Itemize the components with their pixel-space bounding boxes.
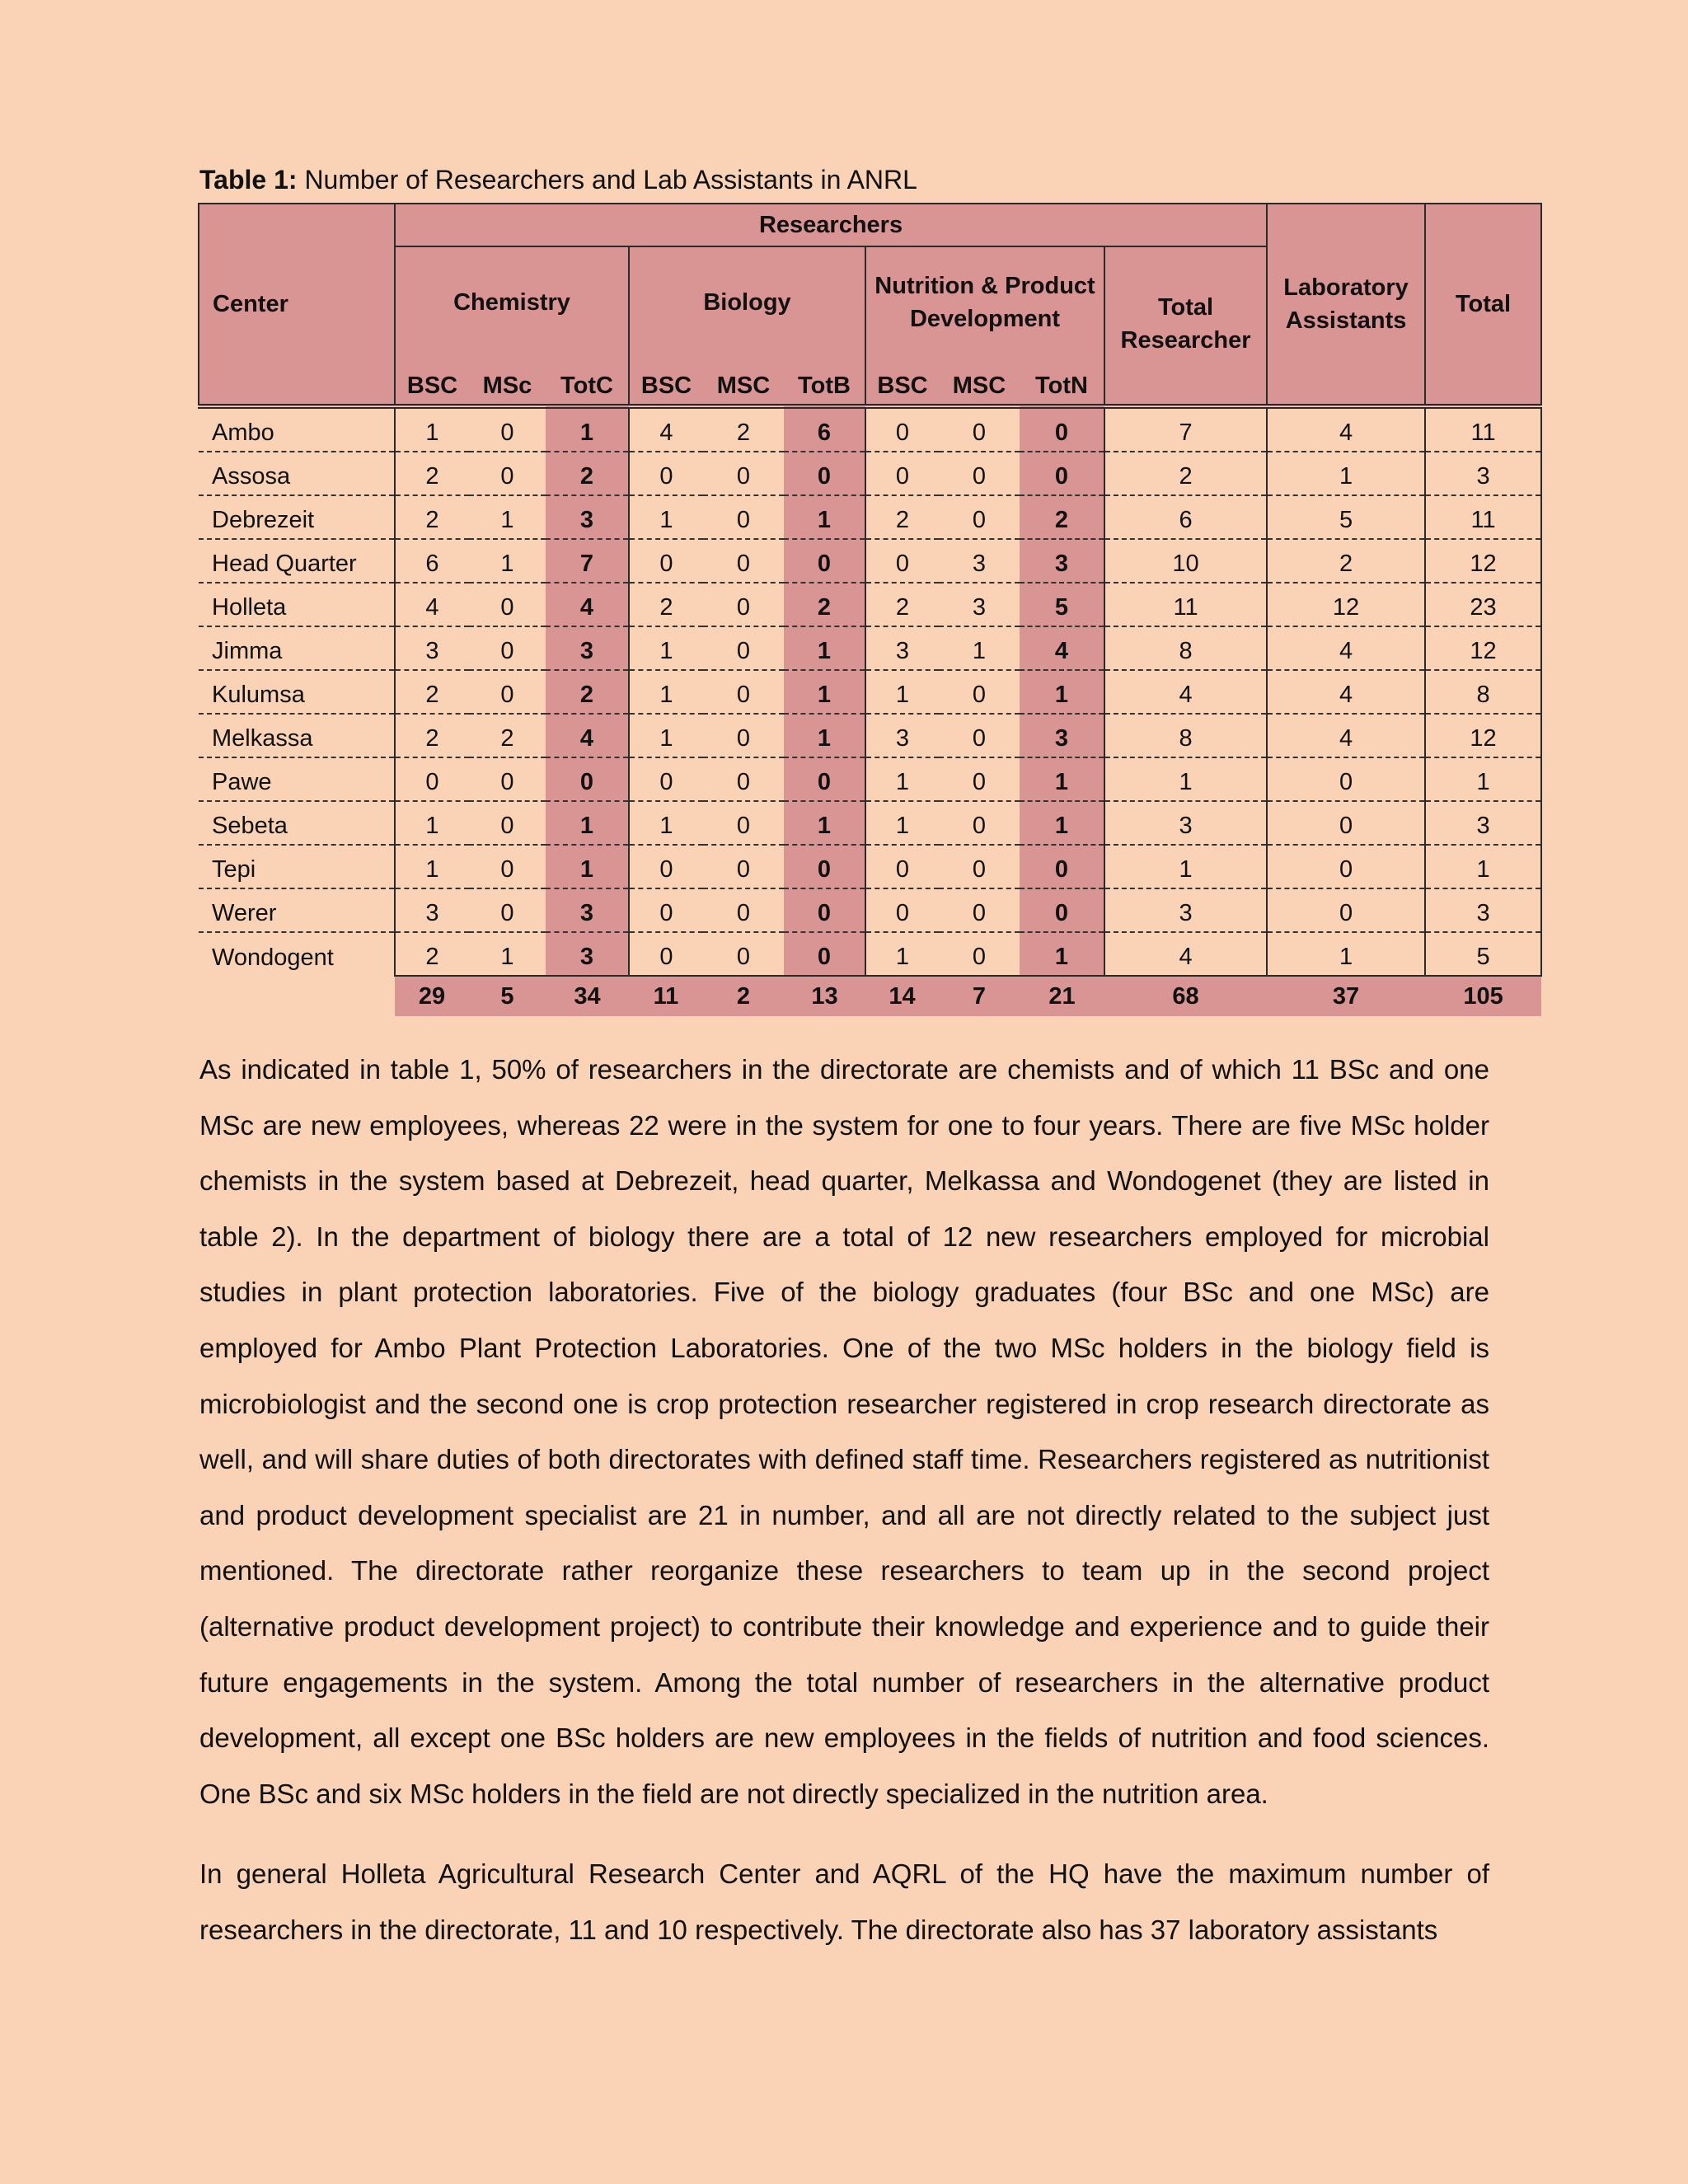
value-cell: 1: [1020, 801, 1104, 845]
header-lab-assistants: Laboratory Assistants: [1267, 204, 1425, 406]
value-cell: 0: [546, 757, 629, 801]
value-cell: 1: [395, 801, 469, 845]
value-cell: 0: [469, 626, 546, 670]
value-cell: 0: [1267, 845, 1425, 888]
value-cell: 0: [703, 714, 784, 757]
subheader-nut-msc: MSC: [939, 358, 1020, 406]
value-cell: 4: [1267, 406, 1425, 452]
value-cell: 2: [395, 495, 469, 539]
value-cell: 3: [1104, 801, 1267, 845]
subheader-nut-tot: TotN: [1020, 358, 1104, 406]
value-cell: 3: [1425, 452, 1541, 495]
value-cell: 2: [865, 583, 939, 626]
total-cell: 68: [1104, 976, 1267, 1016]
value-cell: 12: [1425, 626, 1541, 670]
value-cell: 0: [939, 495, 1020, 539]
value-cell: 1: [1104, 757, 1267, 801]
value-cell: 0: [1020, 845, 1104, 888]
value-cell: 1: [629, 801, 703, 845]
subheader-chem-msc: MSc: [469, 358, 546, 406]
center-name-cell: Wondogent: [212, 944, 334, 971]
value-cell: 0: [1020, 406, 1104, 452]
value-cell: 2: [395, 452, 469, 495]
value-cell: 0: [469, 452, 546, 495]
total-cell: 29: [395, 976, 469, 1016]
value-cell: 1: [546, 406, 629, 452]
center-name-cell: Head Quarter: [199, 539, 395, 583]
table-row: [199, 406, 1541, 452]
subheader-chem-tot: TotC: [546, 358, 629, 406]
value-cell: 4: [629, 406, 703, 452]
value-cell: 1: [1020, 757, 1104, 801]
value-cell: 0: [629, 932, 703, 976]
value-cell: 6: [395, 539, 469, 583]
value-cell: 8: [1425, 670, 1541, 714]
value-cell: 3: [1020, 714, 1104, 757]
value-cell: 3: [395, 626, 469, 670]
value-cell: 0: [395, 757, 469, 801]
table-row: [199, 801, 1541, 845]
value-cell: 2: [395, 714, 469, 757]
value-cell: 3: [1425, 801, 1541, 845]
table-row: [199, 757, 1541, 801]
value-cell: 3: [865, 626, 939, 670]
header-researchers: Researchers: [395, 204, 1267, 246]
value-cell: 0: [784, 845, 865, 888]
center-name-cell: Melkassa: [199, 714, 395, 757]
value-cell: 3: [865, 714, 939, 757]
table-caption-label: Table 1:: [199, 165, 298, 194]
value-cell: 2: [784, 583, 865, 626]
value-cell: 0: [939, 714, 1020, 757]
table-row: [199, 452, 1541, 495]
value-cell: 0: [939, 888, 1020, 932]
value-cell: 1: [546, 845, 629, 888]
value-cell: 0: [469, 406, 546, 452]
value-cell: 4: [1267, 670, 1425, 714]
value-cell: 1: [865, 932, 939, 976]
value-cell: 3: [939, 583, 1020, 626]
value-cell: 3: [546, 495, 629, 539]
value-cell: 2: [1104, 452, 1267, 495]
value-cell: 4: [395, 583, 469, 626]
value-cell: 8: [1104, 714, 1267, 757]
value-cell: 0: [784, 757, 865, 801]
value-cell: 11: [1104, 583, 1267, 626]
value-cell: 1: [395, 406, 469, 452]
total-cell: 13: [784, 976, 865, 1016]
value-cell: 0: [1267, 757, 1425, 801]
value-cell: 6: [784, 406, 865, 452]
header-biology: Biology: [629, 246, 865, 358]
value-cell: 1: [395, 845, 469, 888]
value-cell: 0: [629, 888, 703, 932]
value-cell: 10: [1104, 539, 1267, 583]
value-cell: 1: [784, 801, 865, 845]
total-cell: 37: [1267, 976, 1425, 1016]
value-cell: 7: [546, 539, 629, 583]
table-row: [199, 626, 1541, 670]
value-cell: 1: [629, 670, 703, 714]
header-total: Total: [1425, 204, 1541, 406]
center-name-cell: Jimma: [199, 626, 395, 670]
table-row: [199, 670, 1541, 714]
value-cell: 0: [939, 670, 1020, 714]
value-cell: 1: [1267, 932, 1425, 976]
value-cell: 0: [784, 539, 865, 583]
table-row: [199, 845, 1541, 888]
value-cell: 4: [1104, 670, 1267, 714]
value-cell: 0: [1020, 888, 1104, 932]
table-caption-text: Number of Researchers and Lab Assistants in ANRL: [297, 165, 917, 194]
totals-blank-cell: [199, 976, 395, 1016]
value-cell: 3: [546, 626, 629, 670]
subheader-nut-bsc: BSC: [865, 358, 939, 406]
value-cell: 4: [1104, 932, 1267, 976]
total-cell: 11: [629, 976, 703, 1016]
value-cell: 4: [546, 583, 629, 626]
value-cell: 1: [1020, 670, 1104, 714]
value-cell: 2: [629, 583, 703, 626]
table-row: [199, 714, 1541, 757]
value-cell: 2: [395, 670, 469, 714]
value-cell: 0: [784, 452, 865, 495]
center-name-cell: Assosa: [199, 452, 395, 495]
value-cell: 0: [469, 888, 546, 932]
value-cell: 0: [939, 801, 1020, 845]
center-name-cell: Pawe: [199, 757, 395, 801]
center-name-cell: Debrezeit: [199, 495, 395, 539]
value-cell: 0: [703, 583, 784, 626]
value-cell: 0: [865, 539, 939, 583]
value-cell: 0: [939, 932, 1020, 976]
header-total-researcher: Total Researcher: [1104, 246, 1267, 406]
table-caption: [199, 163, 917, 196]
value-cell: 0: [703, 452, 784, 495]
table-row: [199, 583, 1541, 626]
value-cell: 2: [469, 714, 546, 757]
value-cell: 0: [865, 845, 939, 888]
value-cell: 3: [546, 888, 629, 932]
value-cell: 0: [629, 452, 703, 495]
value-cell: 11: [1425, 406, 1541, 452]
value-cell: 3: [1425, 888, 1541, 932]
value-cell: 0: [469, 670, 546, 714]
value-cell: 0: [703, 845, 784, 888]
value-cell: 2: [546, 670, 629, 714]
value-cell: 0: [703, 670, 784, 714]
total-cell: 7: [939, 976, 1020, 1016]
center-name-cell: Holleta: [199, 583, 395, 626]
value-cell: 3: [1020, 539, 1104, 583]
value-cell: 0: [865, 452, 939, 495]
paragraph-1: As indicated in table 1, 50% of researchers in the directorate are chemists and of which 11 BSc and one MSc are new employees, whereas 22 were in the system for one to four years. There are five MSc holder chemists in the system based at Debrezeit, head quarter, Melkassa and Wondogenet (they are listed in table 2). In the department of biology there are a total of 12 new researchers employed for microbial studies in plant protection laboratories. Five of the biology graduates (four BSc and one MSc) are employed for Ambo Plant Protection Laboratories. One of the two MSc holders in the biology field is microbiologist and the second one is crop protection researcher registered in crop research directorate as well, and will share duties of both directorates with defined staff time. Researchers registered as nutritionist and product development specialist are 21 in number, and all are not directly related to the subject just mentioned. The directorate rather reorganize these researchers to team up in the second project (alternative product development project) to contribute their knowledge and experience and to guide their future engagements in the system. Among the total number of researchers in the alternative product development, all except one BSc holders are new employees in the fields of nutrition and food sciences. One BSc and six MSc holders in the field are not directly specialized in the nutrition area.: [199, 1054, 1489, 1809]
center-name-cell: Ambo: [199, 406, 395, 452]
value-cell: 5: [1267, 495, 1425, 539]
table-row: [199, 932, 1541, 976]
total-cell: 34: [546, 976, 629, 1016]
value-cell: 1: [784, 495, 865, 539]
value-cell: 0: [1267, 801, 1425, 845]
value-cell: 0: [784, 932, 865, 976]
subheader-chem-bsc: BSC: [395, 358, 469, 406]
value-cell: 0: [703, 801, 784, 845]
paragraph-2: In general Holleta Agricultural Research Center and AQRL of the HQ have the maximum number of researchers in the directorate, 11 and 10 respectively. The directorate also has 37 laboratory assistants: [199, 1858, 1489, 1945]
value-cell: 0: [939, 757, 1020, 801]
value-cell: 1: [784, 626, 865, 670]
value-cell: 3: [395, 888, 469, 932]
value-cell: 0: [939, 406, 1020, 452]
value-cell: 23: [1425, 583, 1541, 626]
value-cell: 2: [395, 932, 469, 976]
subheader-bio-bsc: BSC: [629, 358, 703, 406]
total-cell: 2: [703, 976, 784, 1016]
value-cell: 1: [629, 495, 703, 539]
value-cell: 4: [1267, 626, 1425, 670]
value-cell: 1: [629, 714, 703, 757]
value-cell: 0: [784, 888, 865, 932]
value-cell: 1: [1104, 845, 1267, 888]
value-cell: 4: [546, 714, 629, 757]
value-cell: 0: [1267, 888, 1425, 932]
table-row: [199, 539, 1541, 583]
total-cell: 5: [469, 976, 546, 1016]
center-name-cell: Sebeta: [199, 801, 395, 845]
value-cell: 1: [1425, 845, 1541, 888]
value-cell: 7: [1104, 406, 1267, 452]
value-cell: 0: [703, 932, 784, 976]
value-cell: 1: [865, 757, 939, 801]
table-row: [199, 495, 1541, 539]
value-cell: 3: [546, 932, 629, 976]
researchers-table: [198, 203, 1542, 1016]
value-cell: 3: [939, 539, 1020, 583]
center-name-cell: Tepi: [199, 845, 395, 888]
total-cell: 105: [1425, 976, 1541, 1016]
value-cell: 12: [1267, 583, 1425, 626]
value-cell: 4: [1267, 714, 1425, 757]
header-center: Center: [199, 204, 395, 406]
value-cell: 0: [703, 495, 784, 539]
value-cell: 1: [784, 714, 865, 757]
value-cell: 1: [546, 801, 629, 845]
value-cell: 1: [865, 670, 939, 714]
value-cell: 2: [865, 495, 939, 539]
value-cell: 0: [469, 583, 546, 626]
value-cell: 0: [469, 801, 546, 845]
value-cell: 1: [469, 495, 546, 539]
value-cell: 1: [469, 539, 546, 583]
value-cell: 0: [865, 888, 939, 932]
subheader-bio-msc: MSC: [703, 358, 784, 406]
value-cell: 0: [1020, 452, 1104, 495]
table-row: [199, 888, 1541, 932]
value-cell: 1: [939, 626, 1020, 670]
value-cell: 12: [1425, 539, 1541, 583]
center-name-cell: Werer: [199, 888, 395, 932]
total-cell: 14: [865, 976, 939, 1016]
value-cell: 0: [469, 757, 546, 801]
value-cell: 1: [629, 626, 703, 670]
value-cell: 11: [1425, 495, 1541, 539]
value-cell: 1: [865, 801, 939, 845]
value-cell: 12: [1425, 714, 1541, 757]
value-cell: 0: [629, 539, 703, 583]
value-cell: 0: [703, 626, 784, 670]
value-cell: 2: [703, 406, 784, 452]
table-body: [199, 406, 1541, 976]
value-cell: 6: [1104, 495, 1267, 539]
subheader-bio-tot: TotB: [784, 358, 865, 406]
header-nutrition: Nutrition & Product Development: [865, 246, 1104, 358]
value-cell: 1: [1425, 757, 1541, 801]
value-cell: 0: [703, 888, 784, 932]
value-cell: 0: [939, 452, 1020, 495]
value-cell: 1: [1267, 452, 1425, 495]
center-name-cell: Kulumsa: [199, 670, 395, 714]
value-cell: 5: [1020, 583, 1104, 626]
value-cell: 1: [1020, 932, 1104, 976]
value-cell: 2: [1020, 495, 1104, 539]
value-cell: 8: [1104, 626, 1267, 670]
header-chemistry: Chemistry: [395, 246, 629, 358]
value-cell: 2: [1267, 539, 1425, 583]
value-cell: 0: [703, 539, 784, 583]
total-cell: 21: [1020, 976, 1104, 1016]
value-cell: 0: [865, 406, 939, 452]
value-cell: 1: [784, 670, 865, 714]
value-cell: 0: [629, 845, 703, 888]
value-cell: 3: [1104, 888, 1267, 932]
value-cell: 5: [1425, 932, 1541, 976]
value-cell: 4: [1020, 626, 1104, 670]
value-cell: 0: [703, 757, 784, 801]
value-cell: 0: [469, 845, 546, 888]
value-cell: 2: [546, 452, 629, 495]
totals-row: [199, 976, 1541, 1016]
value-cell: 0: [939, 845, 1020, 888]
value-cell: 0: [629, 757, 703, 801]
value-cell: 1: [469, 932, 546, 976]
